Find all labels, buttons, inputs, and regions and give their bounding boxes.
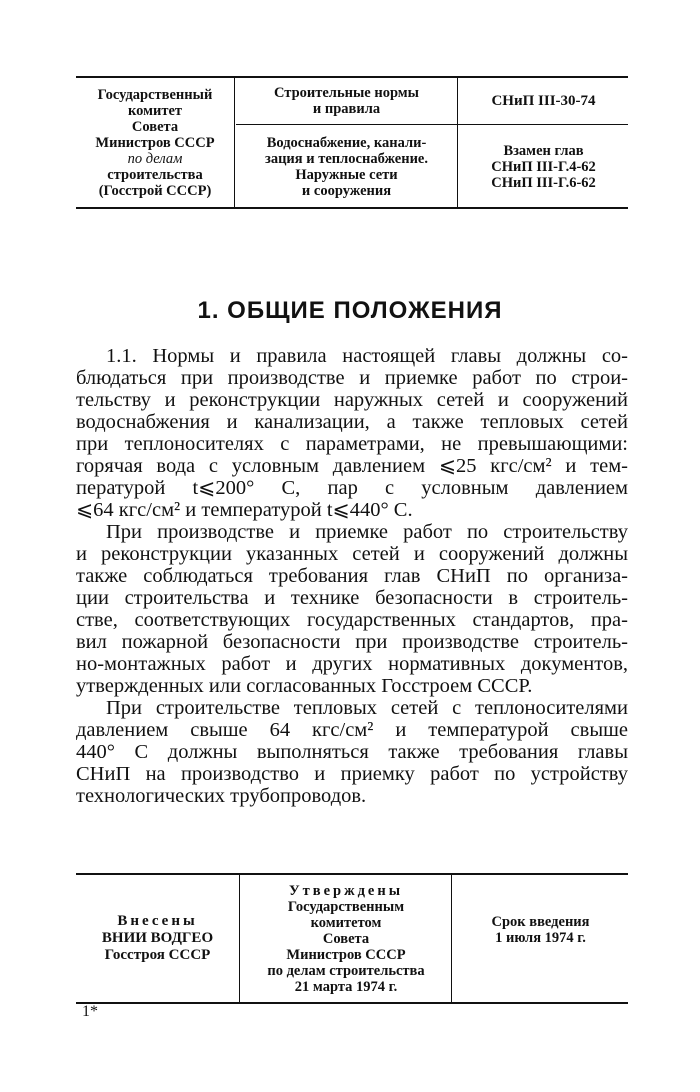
text-line: тельству и реконструкции наружных сетей и сооружений (76, 389, 628, 411)
header-table (76, 76, 628, 209)
footer-divider (451, 875, 452, 1002)
text-line: блюдаться при производстве и приемке работ по строи- (76, 367, 628, 389)
introduced-by-line: Госстроя СССР (104, 947, 211, 963)
introduced-by-line: ВНИИ ВОДГЕО (101, 930, 214, 946)
document-code: СНиП III-30-74 (491, 93, 596, 109)
text-line: вил пожарной безопасности при производстве строитель- (76, 631, 628, 653)
text-line: 1.1. Нормы и правила настоящей главы должны со- (106, 345, 628, 367)
text-line: давлением свыше 64 кгс/см² и температурой свыше (76, 719, 628, 741)
text-line: но-монтажных работ и других нормативных документов, (76, 653, 628, 675)
issuer-cell (76, 78, 234, 207)
issuer-line: Совета (131, 118, 179, 135)
text-line: утвержденных или согласованных Госстроем СССР. (76, 675, 533, 697)
issuer-line: Министров СССР (95, 134, 215, 151)
text-line: и реконструкции указанных сетей и сооружений должны (76, 543, 628, 565)
header-divider (457, 78, 458, 207)
effective-line: 1 июля 1974 г. (495, 930, 586, 946)
text-line: 440° С должны выполняться также требования главы (76, 741, 628, 763)
approved-by-line: по делам строительства (267, 962, 425, 979)
text-line: При производстве и приемке работ по строительству (106, 521, 628, 543)
issuer-line: Государственный (97, 86, 213, 103)
approved-cell (241, 875, 451, 1002)
issuer-line: по делам (127, 150, 183, 167)
text-line: ⩽64 кгс/см² и температурой t⩽440° С. (76, 499, 413, 521)
paragraph-3 (76, 697, 628, 807)
footer-divider (239, 875, 240, 1002)
approved-by-line: 21 марта 1974 г. (294, 978, 398, 995)
issuer-line: (Госстрой СССР) (98, 182, 212, 199)
approved-label: Утверждены (288, 882, 404, 899)
text-line: пературой t⩽200° С, пар с условным давлением (76, 477, 628, 499)
header-divider (234, 78, 235, 207)
text-line: ции строительства и технике безопасности в строитель- (76, 587, 628, 609)
text-line: При строительстве тепловых сетей с теплоносителями (106, 697, 628, 719)
category-cell (236, 78, 457, 124)
text-line: водоснабжения и канализации, а также тепловых сетей (76, 411, 628, 433)
subject-line: зация и теплоснабжение. (265, 150, 428, 167)
subject-cell (236, 126, 457, 207)
approved-by-line: Государственным (287, 898, 405, 915)
text-line: горячая вода с условным давлением ⩽25 кгс/см² и тем- (76, 455, 628, 477)
effective-line: Срок введения (491, 914, 590, 930)
subject-line: и сооружения (301, 182, 392, 199)
approved-by-line: Министров СССР (286, 946, 406, 963)
introduced-label: Внесены (117, 913, 198, 929)
category-line: и правила (312, 101, 381, 117)
footer-table (76, 873, 628, 1004)
section-title: 1. ОБЩИЕ ПОЛОЖЕНИЯ (197, 297, 503, 324)
replaces-line: СНиП III-Г.6-62 (491, 174, 596, 191)
approved-by-line: Совета (322, 930, 370, 947)
code-cell (459, 78, 628, 124)
replaces-line: Взамен глав (503, 142, 584, 159)
replaces-cell (459, 126, 628, 207)
issuer-line: комитет (127, 102, 183, 119)
replaces-line: СНиП III-Г.4-62 (491, 158, 596, 175)
paragraph-2 (76, 521, 628, 697)
category-line: Строительные нормы (274, 85, 419, 101)
text-line: СНиП на производство и приемку работ по устройству (76, 763, 628, 785)
text-line: также соблюдаться требования глав СНиП по организа- (76, 565, 628, 587)
text-line: при теплоносителях с параметрами, не превышающими: (76, 433, 628, 455)
effective-cell (453, 875, 628, 985)
text-line: технологических трубопроводов. (76, 785, 367, 807)
subject-line: Наружные сети (295, 166, 398, 183)
paragraph-1 (76, 345, 628, 521)
header-row-divider (236, 124, 628, 125)
issuer-line: строительства (107, 166, 203, 183)
subject-line: Водоснабжение, канали- (266, 134, 427, 151)
introduced-cell (76, 875, 239, 1002)
text-line: стве, соответствующих государственных стандартов, пра- (76, 609, 628, 631)
page-number: 1* (82, 1003, 98, 1020)
approved-by-line: комитетом (310, 914, 382, 931)
